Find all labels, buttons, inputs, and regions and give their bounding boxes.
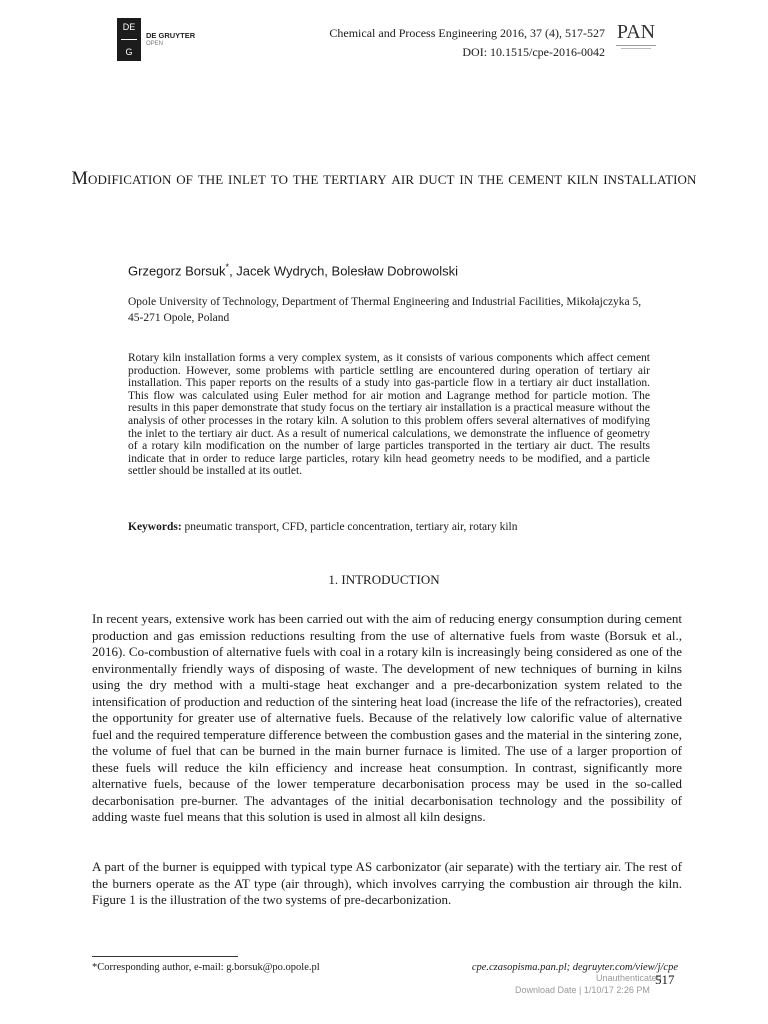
pan-logo bbox=[614, 22, 658, 49]
footnote: *Corresponding author, e-mail: g.borsuk@po.opole.pl bbox=[92, 962, 320, 973]
keywords-label: Keywords: bbox=[128, 521, 182, 533]
degruyter-logo-icon bbox=[117, 18, 141, 61]
corresponding-mark: * bbox=[225, 262, 230, 272]
logo-name: DE GRUYTER bbox=[146, 30, 196, 40]
footnote-divider bbox=[92, 956, 238, 957]
logo-bottom-letter: G bbox=[125, 47, 133, 58]
author-list bbox=[128, 262, 458, 278]
author-first: Grzegorz Borsuk bbox=[128, 263, 226, 279]
paper-title: Modification of the inlet to the tertiary air duct in the cement kiln installation bbox=[71, 169, 697, 189]
logo-top-letters: DE bbox=[122, 21, 136, 32]
logo-sub: OPEN bbox=[146, 40, 164, 47]
keywords bbox=[128, 521, 650, 533]
body-paragraph-1: In recent years, extensive work has been carried out with the aim of reducing energy consumption during cement production and gas emission reductions resulting from the use of alternative fuels from waste (Borsuk et al., 2016). Co-combustion of alternative fuels with coal in a rotary kiln is increasingly being considered as one of the environmentally friendly ways of disposing of waste. The development of new techniques of burning in kilns using the dry method with a multi-stage heat exchanger and a pre-decarbonization system related to the intensification of production and reduction of the sintering heat load (increase the life of the refractories), created the opportunity for greater use of alternative fuels. Because of the relatively low calorific value of alternative fuel and the required temperature difference between the combustion gases and the material in the sintering zone, the volume of fuel that can be burned in the main burner furnace is limited. The use of a larger proportion of these fuels will reduce the kiln efficiency and increase heat consumption. In contrast, significantly more alternative fuels, because of the lower temperature decarbonisation process may be used in the so-called decarbonisation pre-burner. The advantages of the initial decarbonisation technology and the possibility of adding waste fuel means that this solution is used in almost all kiln designs. bbox=[92, 611, 682, 824]
watermark-date: Download Date | 1/10/17 2:26 PM bbox=[515, 985, 650, 995]
section-heading: 1. INTRODUCTION bbox=[328, 572, 440, 587]
body-paragraph-2: A part of the burner is equipped with typical type AS carbonizator (air separate) with the tertiary air. The rest of the burners operate as the AT type (air through), which involves carrying the combustion air through the kiln. Figure 1 is the illustration of the two systems of pre-decarbonization. bbox=[92, 859, 682, 907]
doi: DOI: 10.1515/cpe-2016-0042 bbox=[462, 45, 605, 59]
watermark-auth: Unauthenticated bbox=[596, 973, 662, 983]
page-number: 517 bbox=[655, 972, 675, 987]
author-rest: , Jacek Wydrych, Bolesław Dobrowolski bbox=[229, 263, 458, 279]
journal-citation: Chemical and Process Engineering 2016, 37 (4), 517-527 bbox=[329, 26, 605, 40]
affiliation: Opole University of Technology, Department of Thermal Engineering and Industrial Facilities, Mikołajczyka 5, 45-271 Opole, Poland bbox=[128, 296, 642, 324]
keywords-text: pneumatic transport, CFD, particle concentration, tertiary air, rotary kiln bbox=[181, 521, 518, 533]
publisher-logo bbox=[117, 18, 200, 61]
pan-logo-text: PAN bbox=[616, 21, 656, 43]
journal-websites: cpe.czasopisma.pan.pl; degruyter.com/view/j/cpe bbox=[471, 962, 678, 973]
abstract: Rotary kiln installation forms a very complex system, as it consists of various components which affect cement production. However, some problems with particle settling are encountered during operation of tertiary air installation. This paper reports on the results of a study into gas-particle flow in a tertiary air duct installation. This flow was calculated using Euler method for air motion and Lagrange method for particle motion. The results in this paper demonstrate that study focus on the tertiary air installation is a practical measure without the analysis of other processes in the rotary kiln. A solution to this problem offers several alternatives of modifying the inlet to the tertiary air duct. As a result of numerical calculations, we demonstrate the influence of geometry of a rotary kiln modification on the number of large particles transported in the tertiary air duct. The results indicate that in order to reduce large particles, rotary kiln head geometry needs to be modified, and a particle settler should be installed at its outlet. bbox=[128, 352, 650, 478]
